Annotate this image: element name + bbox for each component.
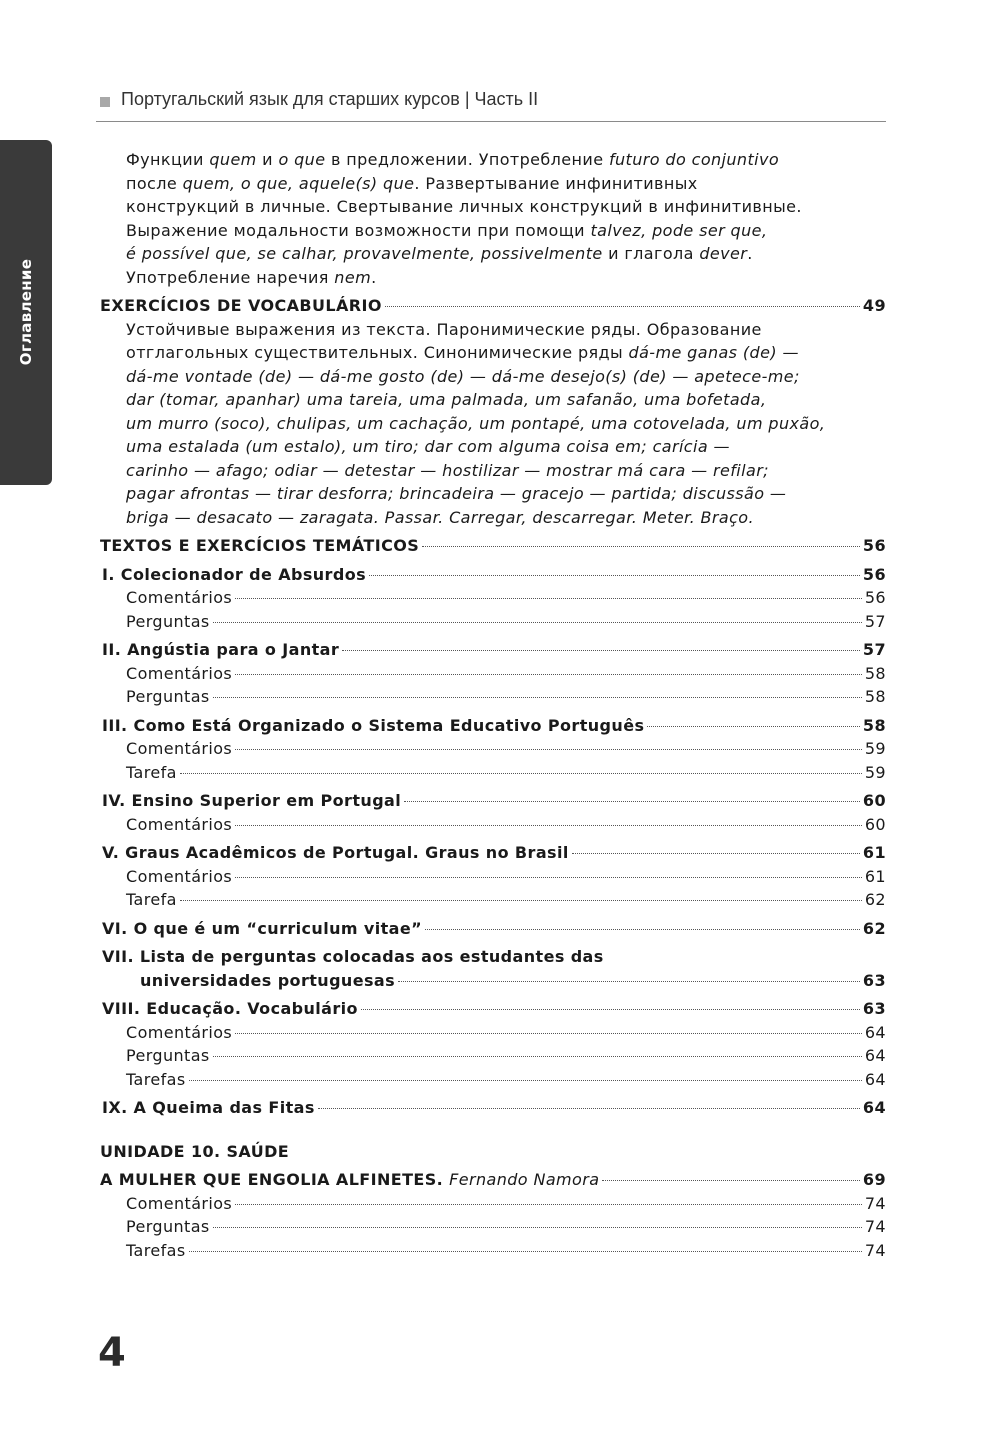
- toc-chapter-entry[interactable]: [100, 563, 886, 587]
- toc-entry-label: Comentários: [126, 588, 233, 607]
- unit-heading: UNIDADE 10. SAÚDE: [100, 1141, 290, 1161]
- dot-leader: [235, 1033, 862, 1034]
- dot-leader: [385, 306, 860, 307]
- description-line: [126, 266, 886, 290]
- description-line: [126, 388, 886, 412]
- toc-chapter-label-line[interactable]: VII. Lista de perguntas colocadas aos estudantes das: [102, 947, 604, 966]
- toc-sub-entry[interactable]: [100, 888, 886, 912]
- toc-entry-section[interactable]: [100, 534, 886, 558]
- toc-page-number: 74: [864, 1240, 886, 1260]
- italic-term: um murro (soco), chulipas, um cachação, um pontapé, uma cotovelada, um puxão,: [126, 413, 826, 433]
- toc-sub-entry[interactable]: [100, 1044, 886, 1068]
- toc-sub-entry[interactable]: [100, 865, 886, 889]
- italic-term: nem: [334, 267, 372, 287]
- toc-entry-label: Tarefa: [126, 762, 177, 782]
- toc-page-number: 61: [864, 866, 886, 886]
- side-tab-label: Оглавление: [17, 258, 35, 366]
- dot-leader: [369, 575, 860, 576]
- toc-entry-label: VIII. Educação. Vocabulário: [102, 999, 358, 1018]
- toc-sub-entry[interactable]: [100, 662, 886, 686]
- toc-page-number: 60: [864, 814, 886, 834]
- toc-entry-label: TEXTOS E EXERCÍCIOS TEMÁTICOS: [100, 536, 420, 555]
- italic-term: uma estalada (um estalo), um tiro; dar com alguma coisa em; carícia —: [126, 437, 730, 456]
- toc-page-number: 64: [864, 1022, 886, 1042]
- toc-page-number: 57: [864, 611, 886, 631]
- description-line: [126, 242, 886, 266]
- toc-page-number: 74: [864, 1217, 886, 1236]
- dot-leader: [422, 546, 860, 547]
- italic-term: carinho — afago; odiar — detestar — hostilizar — mostrar má cara — refilar;: [126, 460, 769, 480]
- toc-page-number: 60: [862, 791, 886, 810]
- toc-page-number: 69: [862, 1170, 886, 1189]
- toc-entry-label: I. Colecionador de Absurdos: [102, 564, 367, 584]
- dot-leader: [180, 900, 862, 901]
- description-line: [126, 506, 886, 530]
- square-bullet-icon: [100, 97, 110, 107]
- toc-page-number: 58: [864, 663, 886, 683]
- italic-term: quem: [209, 150, 257, 169]
- toc-entry-label: V. Graus Acadêmicos de Portugal. Graus no Brasil: [102, 843, 569, 862]
- toc-page-number: 63: [862, 970, 886, 990]
- page-number: 4: [98, 1330, 126, 1376]
- dot-leader: [404, 801, 860, 802]
- toc-sub-entry[interactable]: [100, 1239, 886, 1263]
- dot-leader: [189, 1080, 862, 1081]
- italic-term: quem, o que, aquele(s) que: [182, 173, 415, 193]
- italic-term: briga — desacato — zaragata. Passar. Carregar, descarregar. Meter. Braço.: [126, 507, 754, 527]
- dot-leader: [189, 1251, 862, 1252]
- toc-sub-entry[interactable]: [100, 1192, 886, 1216]
- dot-leader: [213, 622, 862, 623]
- italic-term: dever: [699, 244, 748, 263]
- toc-page-number: 64: [862, 1098, 886, 1117]
- italic-term: talvez, pode ser que,: [590, 220, 768, 240]
- description-line: [126, 482, 886, 506]
- toc-entry-label: Tarefas: [126, 1069, 186, 1089]
- toc-chapter-entry[interactable]: [100, 841, 886, 865]
- toc-sub-entry[interactable]: [100, 761, 886, 785]
- toc-sub-entry[interactable]: [100, 1021, 886, 1045]
- text-run: конструкций в личные. Свертывание личных конструкций в инфинитивные.: [126, 197, 802, 216]
- description-line: [126, 318, 886, 342]
- italic-term: dar (tomar, apanhar) uma tareia, uma palmada, um safanão, uma bofetada,: [126, 390, 767, 409]
- toc-entry-label: IV. Ensino Superior em Portugal: [102, 791, 402, 810]
- dot-leader: [213, 1227, 862, 1228]
- toc-chapter-entry[interactable]: [100, 789, 886, 813]
- toc-page-number: 49: [862, 296, 886, 315]
- toc-entry-label: Comentários: [126, 1022, 233, 1042]
- dot-leader: [235, 674, 862, 675]
- dot-leader: [398, 981, 860, 982]
- description-line: [126, 341, 886, 365]
- toc-entry-label: Tarefas: [126, 1240, 186, 1260]
- toc-page-number: 74: [864, 1193, 886, 1213]
- toc-page-number: 59: [864, 762, 886, 782]
- toc-page-number: 61: [862, 843, 886, 862]
- toc-entry-label: Perguntas: [126, 1046, 210, 1065]
- dot-leader: [213, 697, 862, 698]
- toc-sub-entry[interactable]: [100, 586, 886, 610]
- text-run: Употребление наречия: [126, 267, 335, 287]
- toc-entry-label: Comentários: [126, 663, 233, 683]
- text-run: и глагола: [602, 244, 700, 263]
- toc-chapter-entry[interactable]: [100, 714, 886, 738]
- toc-chapter-entry[interactable]: [100, 997, 886, 1021]
- italic-term: pagar afrontas — tirar desforra; brincadeira — gracejo — partida; discussão —: [126, 484, 787, 503]
- toc-page-number: 58: [862, 715, 886, 735]
- description-line: [126, 412, 886, 436]
- text-run: Устойчивые выражения из текста. Паронимические ряды. Образование: [126, 319, 762, 339]
- description-line: [126, 172, 886, 196]
- dot-leader: [647, 726, 860, 727]
- toc-page-number: 58: [864, 687, 886, 706]
- toc-entry-label: Perguntas: [126, 687, 210, 706]
- dot-leader: [602, 1180, 860, 1181]
- text-run: Выражение модальности возможности при помощи: [126, 220, 591, 240]
- toc-sub-entry[interactable]: [100, 610, 886, 634]
- toc-entry-label: Comentários: [126, 814, 233, 834]
- toc-chapter-entry[interactable]: [100, 969, 886, 993]
- italic-term: futuro do conjuntivo: [608, 150, 780, 169]
- dot-leader: [213, 1056, 862, 1057]
- text-run: Функции: [126, 150, 210, 169]
- toc-entry-label: Comentários: [126, 866, 233, 886]
- toc-page-number: 59: [864, 739, 886, 758]
- toc-page-number: 56: [862, 536, 886, 555]
- table-of-contents: [100, 148, 886, 1262]
- dot-leader: [180, 773, 862, 774]
- dot-leader: [361, 1009, 860, 1010]
- dot-leader: [235, 598, 862, 599]
- text-run: .: [371, 267, 377, 287]
- italic-term: dá-me vontade (de) — dá-me gosto (de) — dá-me desejo(s) (de) — apetece-me;: [126, 366, 800, 386]
- text-run: отглагольных существительных. Синонимические ряды: [126, 343, 629, 362]
- toc-page-number: 57: [862, 640, 886, 659]
- toc-entry-label: Tarefa: [126, 890, 177, 909]
- toc-entry-vocabulary[interactable]: [100, 294, 886, 318]
- toc-chapter-entry[interactable]: [100, 917, 886, 941]
- toc-page-number: 64: [864, 1069, 886, 1089]
- toc-sub-entry[interactable]: [100, 737, 886, 761]
- toc-entry-label: II. Angústia para o Jantar: [102, 640, 340, 659]
- toc-page-number: 63: [862, 999, 886, 1018]
- description-line: [126, 435, 886, 459]
- dot-leader: [318, 1108, 860, 1109]
- dot-leader: [235, 749, 862, 750]
- italic-term: é possível que, se calhar, provavelmente, possivelmente: [126, 244, 603, 263]
- dot-leader: [235, 825, 862, 826]
- italic-term: o que: [278, 150, 326, 169]
- toc-entry-label: [100, 1168, 599, 1192]
- description-line: [126, 148, 886, 172]
- toc-entry-story[interactable]: [100, 1168, 886, 1192]
- description-line: [126, 365, 886, 389]
- toc-entry-label: Perguntas: [126, 611, 210, 631]
- toc-entry-label: IX. A Queima das Fitas: [102, 1098, 315, 1117]
- toc-chapter-entry[interactable]: [100, 1096, 886, 1120]
- dot-leader: [342, 650, 860, 651]
- toc-chapter-entry[interactable]: [100, 638, 886, 662]
- dot-leader: [235, 1204, 862, 1205]
- dot-leader: [572, 853, 860, 854]
- dot-leader: [235, 877, 862, 878]
- dot-leader: [425, 929, 860, 930]
- text-run: .: [747, 244, 753, 263]
- toc-entry-label: VI. O que é um “curriculum vitae”: [102, 918, 423, 938]
- side-tab: [0, 140, 52, 485]
- story-author: Fernando Namora: [449, 1170, 600, 1189]
- description-line: [126, 219, 886, 243]
- toc-sub-entry[interactable]: [100, 813, 886, 837]
- intro-description: [100, 148, 886, 289]
- toc-sub-entry[interactable]: [100, 1215, 886, 1239]
- toc-entry-label: Perguntas: [126, 1217, 210, 1236]
- italic-term: dá-me ganas (de) —: [628, 343, 799, 362]
- toc-page-number: 62: [864, 890, 886, 909]
- toc-sub-entry[interactable]: [100, 1068, 886, 1092]
- toc-entry-label: universidades portuguesas: [140, 970, 396, 990]
- toc-entry-label: Comentários: [126, 739, 233, 758]
- toc-page-number: 62: [862, 918, 886, 938]
- text-run: . Развертывание инфинитивных: [414, 173, 698, 193]
- description-line: [126, 459, 886, 483]
- toc-page-number: 56: [864, 588, 886, 607]
- toc-entry-label: III. Como Está Organizado o Sistema Educativo Português: [102, 715, 645, 735]
- text-run: в предложении. Употребление: [325, 150, 609, 169]
- chapter-list: [100, 563, 886, 1120]
- running-header: [96, 88, 886, 122]
- toc-page-number: 56: [862, 564, 886, 584]
- text-run: после: [126, 173, 183, 193]
- header-title: Португальский язык для старших курсов | Часть II: [121, 89, 539, 109]
- story-title: A MULHER QUE ENGOLIA ALFINETES.: [100, 1170, 444, 1189]
- description-line: [126, 195, 886, 219]
- vocabulary-description: [100, 318, 886, 530]
- unit-sub-list: [100, 1192, 886, 1263]
- toc-entry-label: Comentários: [126, 1193, 233, 1213]
- toc-entry-label: EXERCÍCIOS DE VOCABULÁRIO: [100, 296, 382, 315]
- toc-page-number: 64: [864, 1046, 886, 1065]
- toc-sub-entry[interactable]: [100, 685, 886, 709]
- text-run: и: [256, 150, 279, 169]
